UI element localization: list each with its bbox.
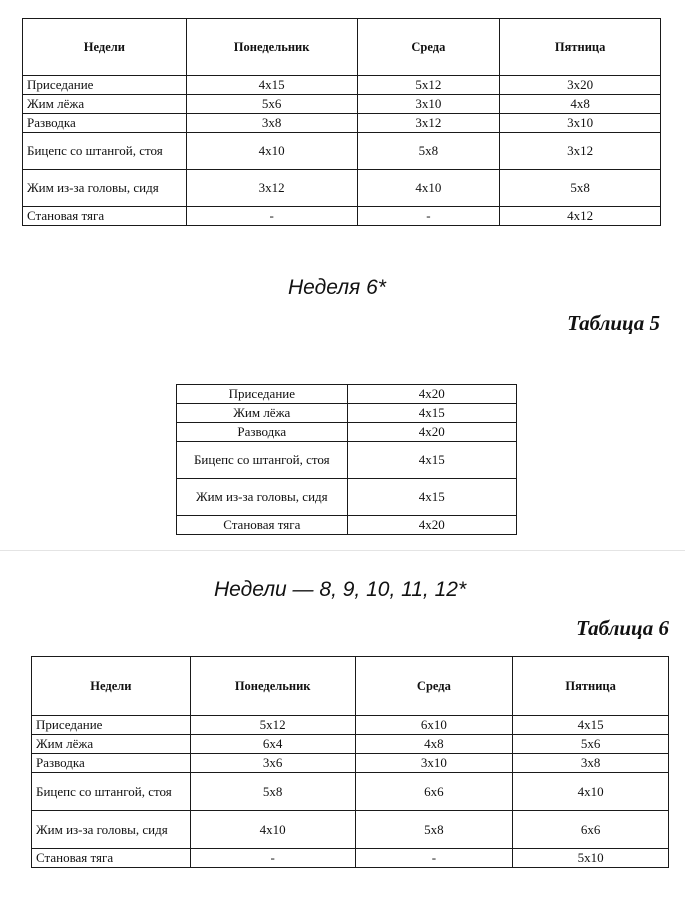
exercise-name: Становая тяга [177,516,348,535]
training-table-weeks [22,18,661,226]
exercise-name: Жим из-за головы, сидя [23,170,187,207]
wednesday-value: - [357,207,500,226]
monday-value: 4x10 [190,811,355,849]
monday-value: 5x12 [190,716,355,735]
exercise-name: Жим лёжа [32,735,191,754]
sets-value: 4x15 [347,442,516,479]
page-divider [0,550,685,551]
monday-value: 4x15 [186,76,357,95]
table-row [23,114,661,133]
table-row [177,385,517,404]
exercise-name: Разводка [32,754,191,773]
friday-value: 3x8 [513,754,669,773]
wednesday-value: 3x10 [355,754,513,773]
friday-value: 4x8 [500,95,661,114]
monday-value: 3x12 [186,170,357,207]
exercise-name: Жим лёжа [177,404,348,423]
exercise-name: Бицепс со штангой, стоя [177,442,348,479]
training-table-week6 [176,384,517,535]
table-header-row [32,657,669,716]
table-row [23,95,661,114]
table-row [23,170,661,207]
exercise-name: Разводка [177,423,348,442]
wednesday-value: 4x10 [357,170,500,207]
week6-heading: Неделя 6* [288,276,386,299]
exercise-name: Приседание [32,716,191,735]
friday-value: 5x6 [513,735,669,754]
exercise-name: Бицепс со штангой, стоя [32,773,191,811]
sets-value: 4x20 [347,385,516,404]
wednesday-value: 6x10 [355,716,513,735]
wednesday-value: 5x8 [355,811,513,849]
weeks-heading: Недели — 8, 9, 10, 11, 12* [214,578,467,601]
wednesday-value: 4x8 [355,735,513,754]
header-monday: Понедельник [186,19,357,76]
friday-value: 3x12 [500,133,661,170]
wednesday-value: 3x12 [357,114,500,133]
exercise-name: Жим из-за головы, сидя [177,479,348,516]
friday-value: 3x20 [500,76,661,95]
exercise-name: Жим лёжа [23,95,187,114]
monday-value: - [190,849,355,868]
table-row [32,735,669,754]
table-header-row [23,19,661,76]
table-row [177,479,517,516]
friday-value: 5x10 [513,849,669,868]
friday-value: 4x12 [500,207,661,226]
friday-value: 5x8 [500,170,661,207]
friday-value: 3x10 [500,114,661,133]
table-row [23,76,661,95]
header-friday: Пятница [500,19,661,76]
monday-value: 3x8 [186,114,357,133]
exercise-name: Жим из-за головы, сидя [32,811,191,849]
friday-value: 4x15 [513,716,669,735]
exercise-name: Становая тяга [23,207,187,226]
wednesday-value: 6x6 [355,773,513,811]
monday-value: 5x8 [190,773,355,811]
table6-label: Таблица 6 [576,616,669,640]
wednesday-value: - [355,849,513,868]
monday-value: 4x10 [186,133,357,170]
monday-value: - [186,207,357,226]
table-row [177,516,517,535]
friday-value: 6x6 [513,811,669,849]
table-row [177,442,517,479]
exercise-name: Приседание [177,385,348,404]
table-row [23,133,661,170]
table-row [32,716,669,735]
table-row [32,811,669,849]
training-table-weeks-8-12 [31,656,669,868]
table-row [32,849,669,868]
header-friday: Пятница [513,657,669,716]
wednesday-value: 5x12 [357,76,500,95]
sets-value: 4x15 [347,479,516,516]
monday-value: 6x4 [190,735,355,754]
header-wednesday: Среда [357,19,500,76]
header-weeks: Недели [23,19,187,76]
exercise-name: Становая тяга [32,849,191,868]
sets-value: 4x20 [347,423,516,442]
table-row [32,773,669,811]
table-row [177,404,517,423]
exercise-name: Приседание [23,76,187,95]
header-monday: Понедельник [190,657,355,716]
exercise-name: Бицепс со штангой, стоя [23,133,187,170]
wednesday-value: 5x8 [357,133,500,170]
monday-value: 3x6 [190,754,355,773]
wednesday-value: 3x10 [357,95,500,114]
table5-label: Таблица 5 [567,311,660,335]
table-row [32,754,669,773]
header-weeks: Недели [32,657,191,716]
table-row [23,207,661,226]
exercise-name: Разводка [23,114,187,133]
sets-value: 4x15 [347,404,516,423]
header-wednesday: Среда [355,657,513,716]
sets-value: 4x20 [347,516,516,535]
friday-value: 4x10 [513,773,669,811]
monday-value: 5x6 [186,95,357,114]
table-row [177,423,517,442]
